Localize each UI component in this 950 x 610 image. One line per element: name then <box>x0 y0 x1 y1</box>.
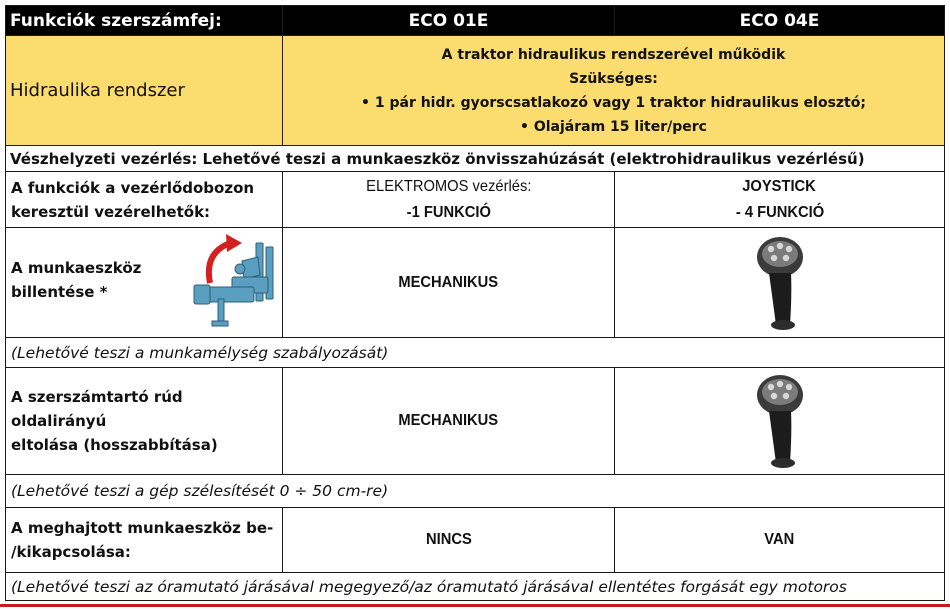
tilt-rotation-arrow-icon <box>209 243 230 283</box>
hydraulics-label: Hidraulika rendszer <box>10 80 185 101</box>
drive-label-line1: A meghajtott munkaeszköz be- <box>11 519 274 537</box>
drive-eco01e-value: NINCS <box>425 531 472 548</box>
header-col2-cell <box>614 5 945 36</box>
hydraulics-description-cell <box>282 35 945 146</box>
shift-note-cell <box>5 474 945 508</box>
control-joystick-functions: - 4 FUNKCIÓ <box>735 203 824 221</box>
control-joystick-label: JOYSTICK <box>742 177 817 195</box>
tilt-label-line1: A munkaeszköz <box>11 259 142 277</box>
tilt-arrow-head-icon <box>226 234 242 252</box>
tilt-label-cell <box>5 227 283 338</box>
drive-note: (Lehetővé teszi az óramutató járásával megegyező/az óramutató járásával ellentétes forgását egy motoros <box>11 577 847 596</box>
shift-note: (Lehetővé teszi a gép szélesítését 0 ÷ 50 cm-re) <box>11 482 389 500</box>
emergency-text: Vészhelyzeti vezérlés: Lehetővé teszi a munkaeszköz önvisszahúzását (elektrohidraulikus vezérlésű) <box>10 149 865 168</box>
control-label-line2: keresztül vezérelhetők: <box>11 202 211 221</box>
hydraulics-line-4: • Olajáram 15 liter/perc <box>520 118 707 135</box>
drive-eco04e-value: VAN <box>764 531 795 548</box>
control-electric-label: ELEKTROMOS vezérlés: <box>365 177 532 195</box>
drive-label-line2: /kikapcsolása: <box>11 543 131 561</box>
hydraulics-line-2: Szükséges: <box>569 70 658 87</box>
shift-label-line1: A szerszámtartó rúd oldalirányú <box>11 388 183 430</box>
drive-label-cell <box>5 507 283 573</box>
tilt-label <box>6 256 141 304</box>
tilt-col1-cell <box>282 227 615 338</box>
tilt-label-line2: billentése * <box>11 283 108 301</box>
joystick-icon <box>750 233 810 333</box>
drive-col2-cell <box>614 507 945 573</box>
control-col2-cell <box>614 171 945 228</box>
hydraulics-line-3: • 1 pár hidr. gyorscsatlakozó vagy 1 traktor hidraulikus elosztó; <box>361 94 866 111</box>
header-title: Funkciók szerszámfej: <box>10 10 222 31</box>
emergency-cell <box>5 145 945 172</box>
control-col1-cell <box>282 171 615 228</box>
tilt-note-cell <box>5 337 945 368</box>
function-table <box>5 5 945 601</box>
shift-mechanical-value: MECHANIKUS <box>398 412 499 429</box>
shift-label-line2: eltolása (hosszabbítása) <box>11 436 218 454</box>
control-label-cell <box>5 171 283 228</box>
tilt-note: (Lehetővé teszi a munkamélység szabályozását) <box>11 343 389 362</box>
tilt-machine-illustration <box>190 231 280 335</box>
hydraulics-line-1: A traktor hidraulikus rendszerével működik <box>441 46 786 63</box>
control-electric-functions: -1 FUNKCIÓ <box>406 203 491 221</box>
tilt-machine-body-icon <box>194 243 273 326</box>
header-title-cell <box>5 5 283 36</box>
header-col1-cell <box>282 5 615 36</box>
hydraulics-label-cell <box>5 35 283 146</box>
shift-label-cell <box>5 367 283 475</box>
joystick-icon <box>750 371 810 471</box>
header-model-eco04e: ECO 04E <box>739 10 820 31</box>
control-label-line1: A funkciók a vezérlődobozon <box>11 178 255 197</box>
header-model-eco01e: ECO 01E <box>408 10 489 31</box>
drive-note-cell <box>5 572 945 601</box>
drive-col1-cell <box>282 507 615 573</box>
tilt-mechanical-value: MECHANIKUS <box>398 273 499 291</box>
tilt-col2-cell <box>614 227 945 338</box>
shift-col1-cell <box>282 367 615 475</box>
bottom-red-rule <box>0 604 950 607</box>
shift-col2-cell <box>614 367 945 475</box>
